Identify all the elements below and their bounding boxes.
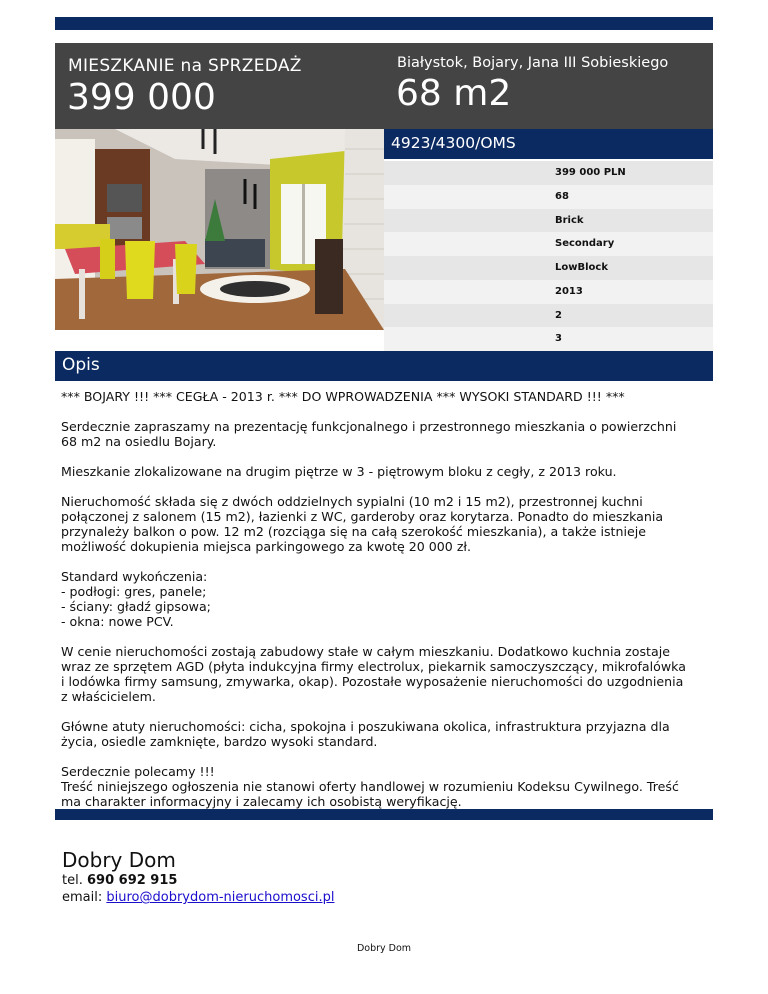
description-paragraph: Główne atuty nieruchomości: cicha, spokojna i poszukiwana okolica, infrastruktura przyjazna dla życia, osiedle zamknięte, bardzo wysoki standard.: [61, 719, 670, 749]
param-value: 399 000 PLN: [555, 167, 626, 178]
description-paragraph: Standard wykończenia: - podłogi: gres, panele; - ściany: gładź gipsowa; - okna: nowe PCV.: [61, 569, 211, 629]
reference-bar: [384, 129, 713, 159]
email-line: [62, 889, 334, 906]
param-row: [384, 304, 713, 328]
email-link[interactable]: biuro@dobrydom-nieruchomosci.pl: [106, 890, 335, 905]
description-heading: Opis: [62, 355, 100, 375]
description-paragraph: Mieszkanie zlokalizowane na drugim piętrze w 3 - piętrowym bloku z cegły, z 2013 roku.: [61, 464, 617, 479]
params-table: [384, 161, 713, 351]
description-paragraph: W cenie nieruchomości zostają zabudowy stałe w całym mieszkaniu. Dodatkowo kuchnia zostaje wraz ze sprzętem AGD (płyta indukcyjna firmy electrolux, piekarnik samoczyszczący, mikrofalówka i lodówka firmy samsung, zmywarka, okap). Pozostałe wyposażenie nieruchomości do uzgodnienia z właścicielem.: [61, 644, 686, 704]
param-row: [384, 209, 713, 233]
agency-name: Dobry Dom: [62, 848, 176, 872]
param-row: [384, 280, 713, 304]
param-value: Brick: [555, 214, 584, 226]
description-paragraph: *** BOJARY !!! *** CEGŁA - 2013 r. *** DO WPROWADZENIA *** WYSOKI STANDARD !!! ***: [61, 389, 625, 404]
param-row: [384, 256, 713, 280]
page-footer: Dobry Dom: [356, 943, 412, 954]
offer-type: MIESZKANIE na SPRZEDAŻ: [68, 56, 302, 76]
listing-header: [55, 43, 713, 129]
param-value: 2: [555, 309, 562, 321]
property-photo: [55, 129, 384, 330]
price-headline: 399 000: [67, 77, 216, 118]
param-row: [384, 161, 713, 185]
description-paragraph: Serdecznie zapraszamy na prezentację funkcjonalnego i przestronnego mieszkania o powierzchni 68 m2 na osiedlu Bojary.: [61, 419, 677, 449]
area-headline: 68 m2: [396, 73, 512, 114]
param-row: [384, 327, 713, 351]
top-divider-bar: [55, 17, 713, 30]
bottom-divider-bar: [55, 809, 713, 820]
phone-label: tel.: [62, 873, 83, 888]
param-value: LowBlock: [555, 262, 608, 273]
location: Białystok, Bojary, Jana III Sobieskiego: [397, 55, 669, 71]
description-body: [61, 389, 711, 824]
email-label: email:: [62, 890, 103, 905]
description-paragraph: Nieruchomość składa się z dwóch oddzielnych sypialni (10 m2 i 15 m2), przestronnej kuchni połączonej z salonem (15 m2), łazienki z WC, garderoby oraz korytarza. Ponadto do mieszkania przynależy balkon o pow. 12 m2 (rozciąga się na całą szerokość mieszkania), a także istnieje możliwość dokupienia miejsca parkingowego za kwotę 20 000 zł.: [61, 494, 664, 554]
param-value: 2013: [555, 285, 583, 297]
phone-line: [62, 872, 334, 889]
contact-block: [62, 848, 334, 906]
param-value: Secondary: [555, 238, 615, 250]
param-value: 68: [555, 190, 569, 202]
param-row: [384, 185, 713, 209]
phone-number: 690 692 915: [86, 873, 178, 888]
description-paragraph: Serdecznie polecamy !!! Treść niniejszego ogłoszenia nie stanowi oferty handlowej w rozumieniu Kodeksu Cywilnego. Treść ma charakter informacyjny i zalecamy ich osobistą weryfikację.: [61, 764, 679, 809]
param-value: 3: [555, 333, 562, 345]
reference-number: 4923/4300/OMS: [391, 134, 516, 152]
param-row: [384, 232, 713, 256]
description-heading-bar: [55, 351, 713, 381]
